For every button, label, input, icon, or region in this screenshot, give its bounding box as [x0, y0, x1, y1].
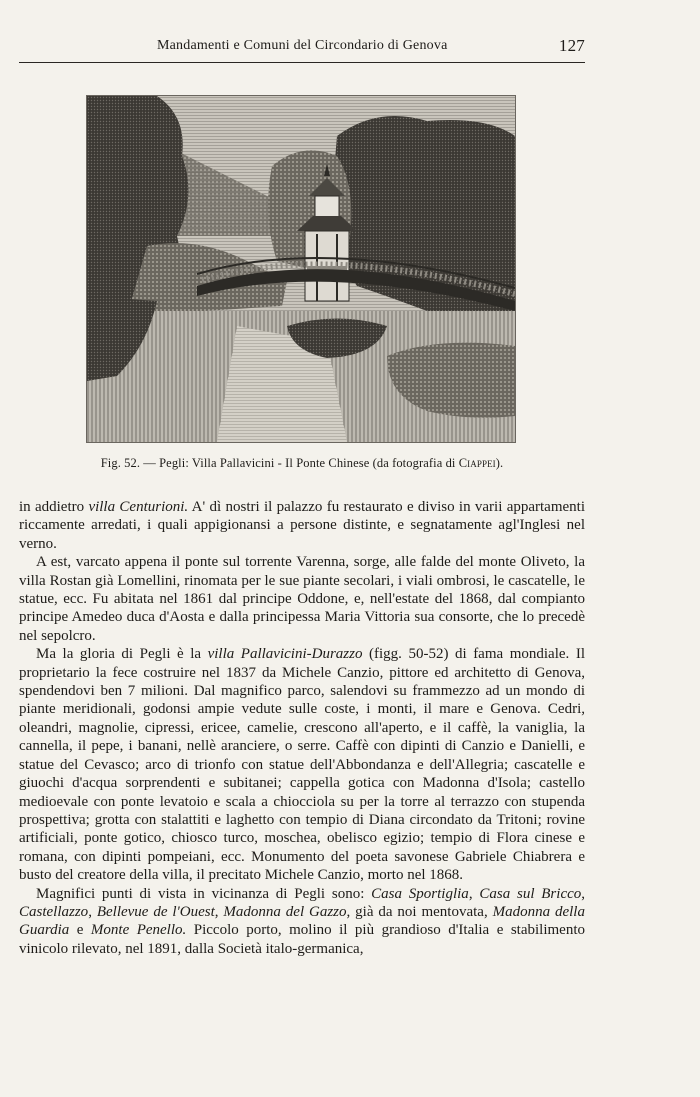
text-run: Magnifici punti di vista in vicinanza di Pegli sono:: [36, 885, 372, 902]
italic-run: Bellevue de l'Ouest: [96, 903, 215, 920]
text-run: A' dì nostri il palazzo fu restaurato e diviso in varii appartamenti riccamente arredati, i quali appigionansi a persone distinte, e segnatamente agl'Inglesi nel verno.: [19, 499, 585, 552]
italic-run: Madonna del Gazzo: [223, 903, 347, 920]
caption-prefix: Fig. 52. — Pegli: Villa Pallavicini - Il Ponte Chinese (da fotografia di: [100, 456, 459, 470]
text-run: e: [69, 922, 91, 939]
italic-run: Casa Sportiglia: [371, 885, 469, 902]
text-run: Ma la gloria di Pegli è la: [36, 646, 208, 663]
page-number: 127: [558, 36, 585, 55]
figure-engraving: [86, 95, 516, 443]
paragraph-2: [19, 553, 585, 645]
header-rule: [19, 62, 585, 63]
italic-run: villa Centurioni.: [88, 499, 189, 515]
engraving-chinese-bridge: [87, 96, 515, 442]
caption-suffix: ).: [495, 456, 504, 470]
italic-run: Madonna della Guardia: [19, 903, 585, 939]
text-run: ,: [88, 903, 97, 920]
body-text: [19, 498, 585, 958]
italic-run: villa Pallavicini-Durazzo: [207, 646, 363, 663]
paragraph-1: [19, 498, 585, 553]
italic-run: Castellazzo: [19, 903, 89, 920]
text-run: ,: [581, 885, 586, 902]
text-run: ,: [468, 885, 480, 902]
paragraph-4: [19, 885, 585, 959]
text-run: Piccolo porto, molino il più grandioso d'Italia e stabilimento vinicolo rilevato, nel 1891, dalla Società italo-germanica,: [19, 922, 585, 957]
running-title: Mandamenti e Comuni del Circondario di Genova: [157, 38, 448, 53]
paragraph-3: [19, 645, 585, 884]
caption-credit: Ciappei: [458, 456, 496, 470]
text-run: ,: [214, 903, 224, 920]
text-run: , già da noi mentovata,: [346, 903, 493, 920]
italic-run: Casa sul Bricco: [479, 885, 582, 902]
text-run: (figg. 50-52) di fama mondiale. Il proprietario la fece costruire nel 1837 da Michele Canzio, pittore ed architetto di Genova, spendendovi ben 7 milioni. Dal magnifico parco, salendovi su frammezzo ad un mondo di piante meridionali, godonsi ampie vedute sulle coste, i monti, il mare e Genova. Cedri, oleandri, magnolie, cipressi, ericee, camelie, crescono all'aperto, e il caffè, la vaniglia, la cannella, il pepe, i banani, nellè aranciere, o serre. Caffè con dipinti di Canzio e Danielli, e statue del Cevasco; arco di trionfo con statue dell'Abbondanza e dell'Allegria; cascatelle e giuochi d'acqua sorprendenti e subitanei; cappella gotica con Madonna d'Isola; castello medioevale con ponte levatoio e scala a chiocciola su per la torre al terrazzo con stupenda prospettiva; grotta con stalattiti e laghetto con tempio di Diana circondato da Tritoni; rovine artificiali, ponte gotico, chiosco turco, moschea, obelisco egizio; tempio di Flora cinese e romana, con dipinti pompeiani, ecc. Monumento del poeta savonese Gabriele Chiabrera e busto del creatore della villa, il precitato Michele Canzio, morto nel 1868.: [19, 646, 585, 884]
figure-caption: [19, 456, 585, 471]
text-run: in addietro: [19, 499, 89, 515]
italic-run: Monte Penello.: [90, 922, 187, 939]
running-head: [19, 36, 585, 58]
text-run: A est, varcato appena il ponte sul torrente Varenna, sorge, alle falde del monte Oliveto, la villa Rostan già Lomellini, rinomata per le sue piante secolari, i viali ombrosi, le cascatelle, le statue, ecc. Fu abitata nel 1861 dal principe Oddone, e, nell'estate del 1868, dal compianto principe Amedeo duca d'Aosta e dalla principessa Maria Vittoria sua consorte, che lo precedè nel sepolcro.: [19, 554, 585, 644]
